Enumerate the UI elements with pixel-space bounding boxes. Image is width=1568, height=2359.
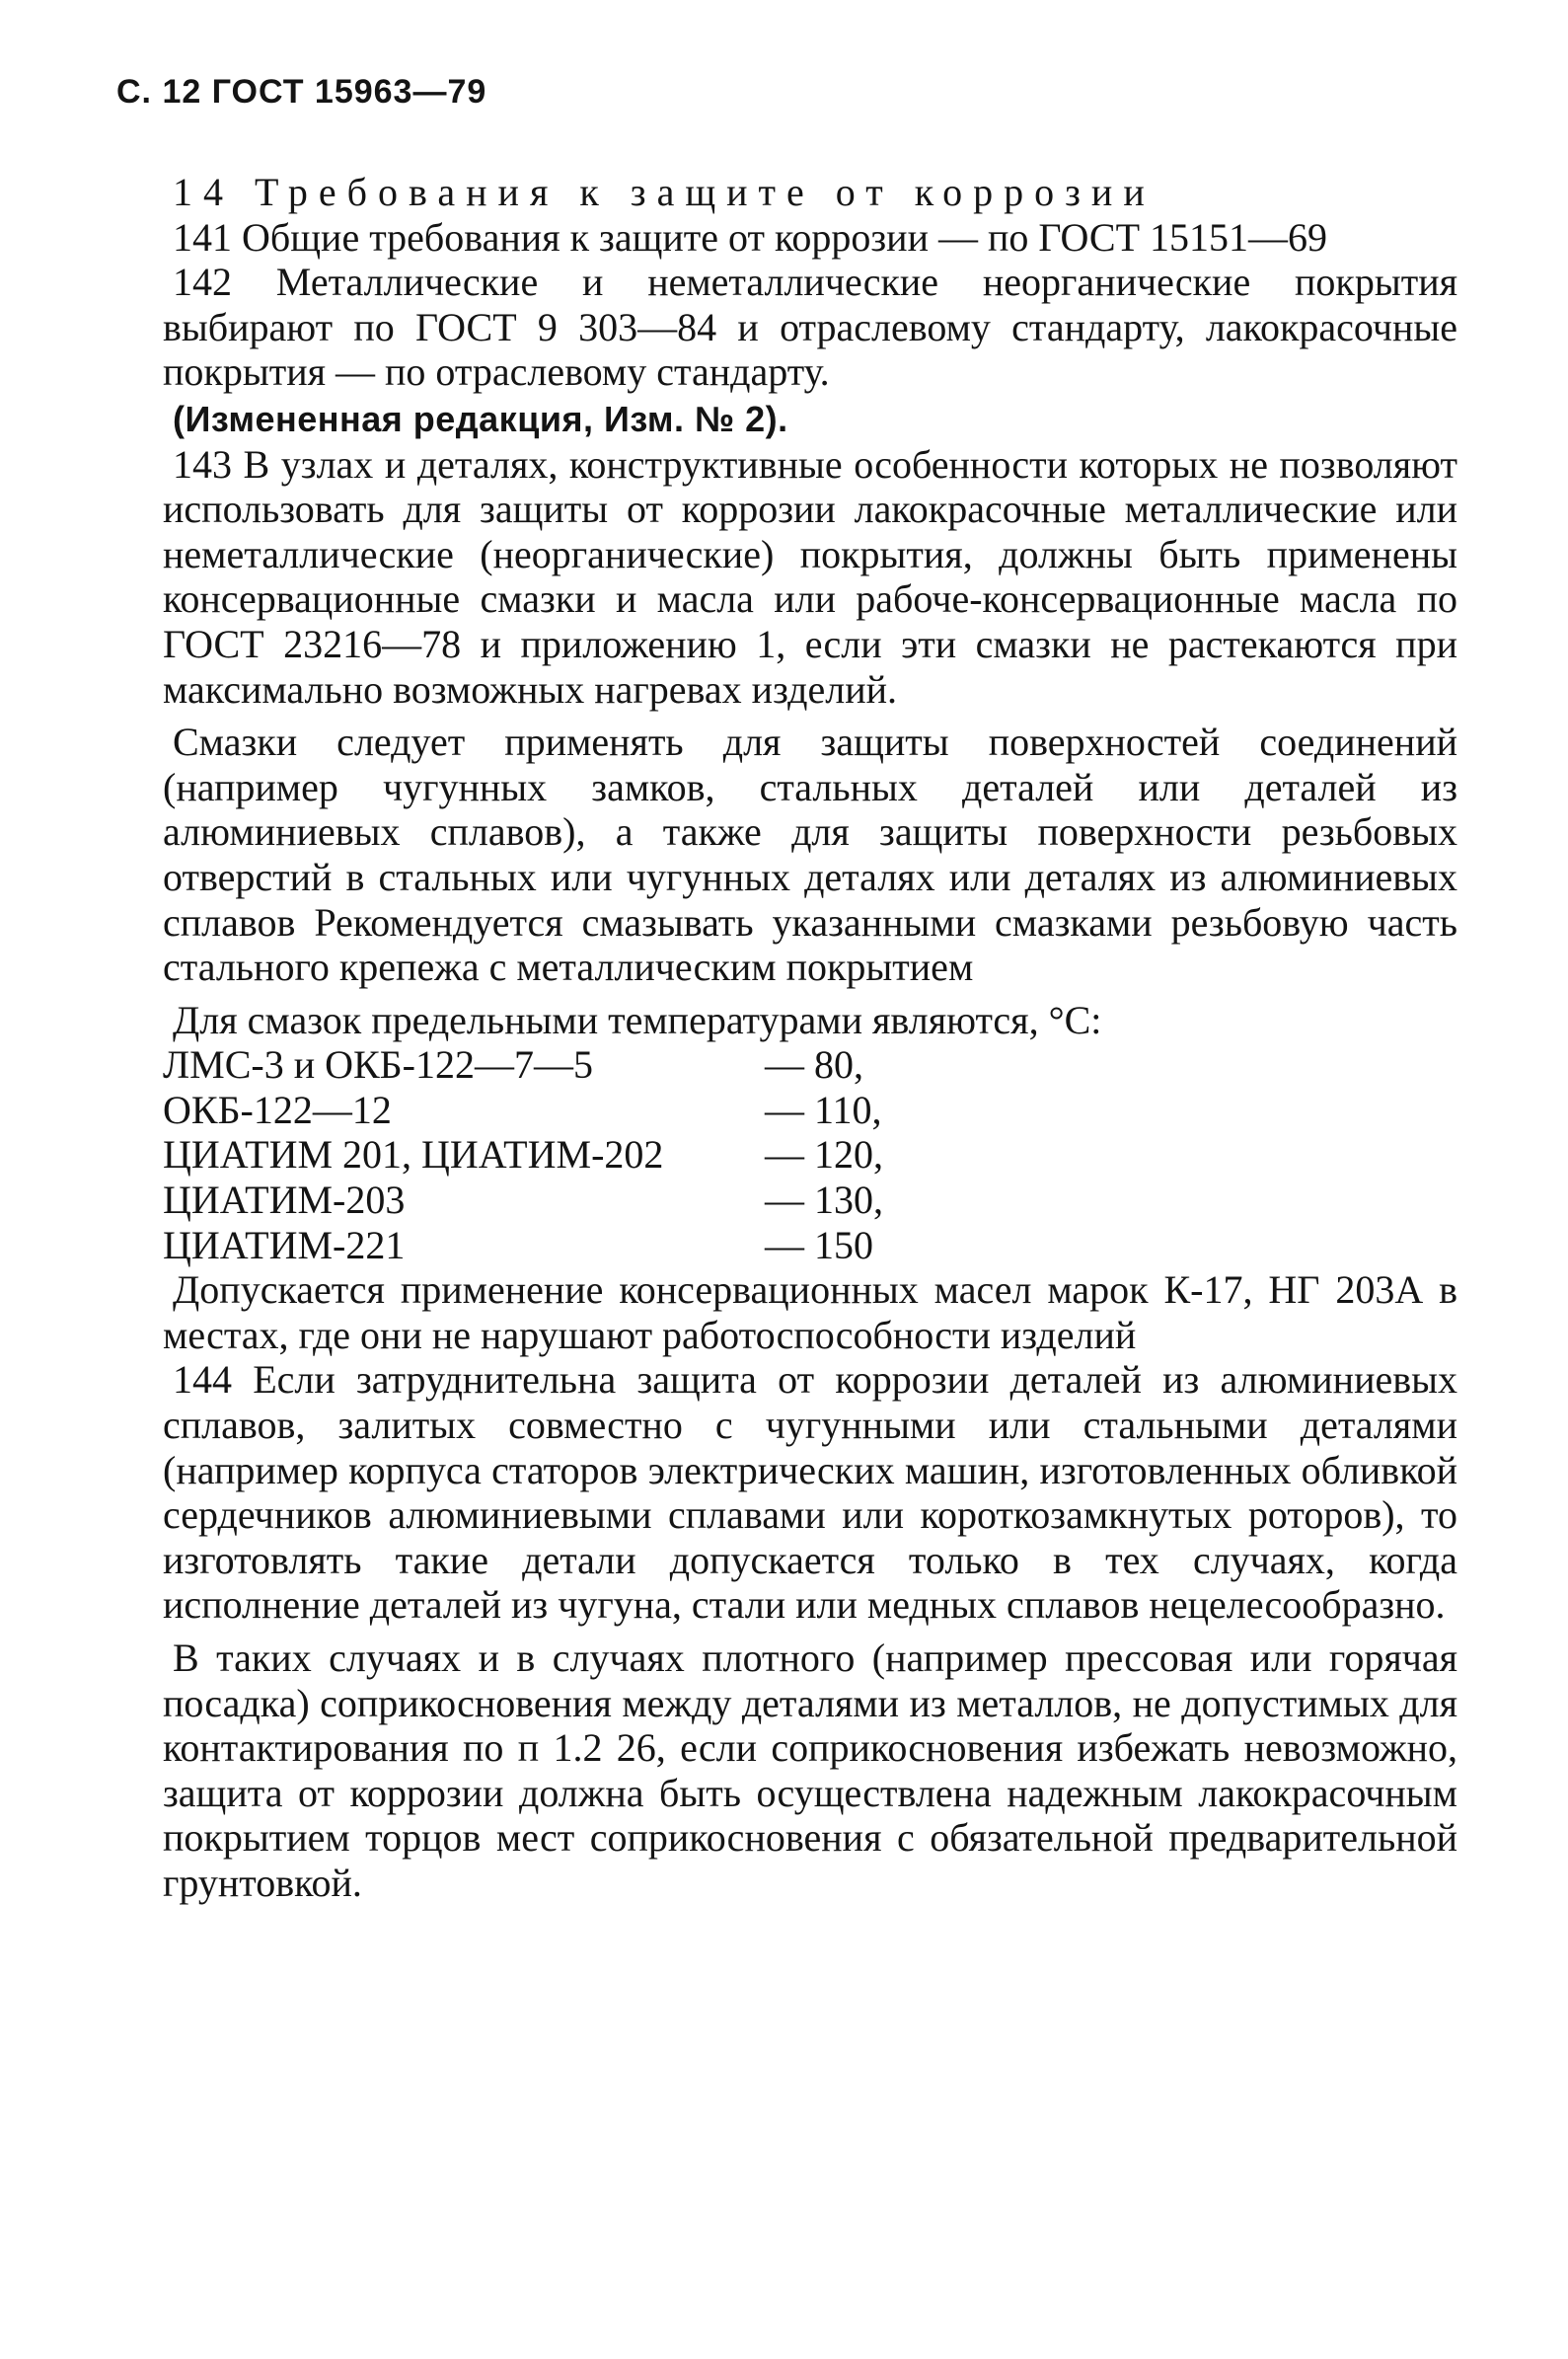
running-head: С. 12 ГОСТ 15963—79	[116, 73, 487, 111]
document-body	[163, 170, 1457, 1906]
clause-14-4: 144 Если затруднительна защита от коррозии деталей из алюминиевых сплавов, залитых совместно с чугунными или стальными деталями (например корпуса статоров электрических машин, изготовленных обливкой сердечников алюминиевыми сплавами или короткозамкнутых роторов), то изготовлять такие детали допускается только в тех случаях, когда исполнение деталей из чугуна, стали или медных сплавов нецелесообразно.	[163, 1357, 1457, 1628]
lubricant-name: ЛМС-3 и ОКБ-122—7—5	[163, 1042, 593, 1088]
lubricant-name: ОКБ-122—12	[163, 1087, 392, 1132]
clause-14-4-contact: В таких случаях и в случаях плотного (например прессовая или горячая посадка) соприкосновения между деталями из металлов, не допустимых для контактирования по п 1.2 26, если соприкосновения избежать невозможно, защита от коррозии должна быть осуществлена надежным лакокрасочным покрытием торцов мест соприкосновения с обязательной предварительной грунтовкой.	[163, 1636, 1457, 1905]
temperature-row	[163, 1132, 1457, 1178]
temperature-value: — 150	[765, 1222, 873, 1267]
section-title: 14 Требования к защите от коррозии	[173, 170, 1156, 214]
lubricant-name: ЦИАТИМ-221	[163, 1222, 406, 1267]
temperature-table	[163, 1042, 1457, 1267]
clause-14-1: 141 Общие требования к защите от коррозии — по ГОСТ 15151—69	[173, 214, 1328, 260]
temperature-intro: Для смазок предельными температурами являются, °С:	[173, 997, 1102, 1042]
temperature-row	[163, 1088, 1457, 1133]
lubricant-name: ЦИАТИМ-203	[163, 1178, 406, 1223]
temperature-row	[163, 1223, 1457, 1268]
temperature-row	[163, 1178, 1457, 1223]
temperature-value: — 110,	[765, 1087, 882, 1132]
lubricant-name: ЦИАТИМ 201, ЦИАТИМ-202	[163, 1132, 664, 1178]
temperature-row	[163, 1042, 1457, 1088]
clause-14-3-oils: Допускается применение консервационных масел марок К-17, НГ 203А в местах, где они не нарушают работоспособности изделий	[163, 1267, 1457, 1357]
amendment-note: (Измененная редакция, Изм. № 2).	[173, 398, 788, 439]
temperature-value: — 130,	[765, 1178, 883, 1223]
clause-14-3-lubricants: Смазки следует применять для защиты поверхностей соединений (например чугунных замков, стальных деталей или деталей из алюминиевых сплавов), а также для защиты поверхности резьбовых отверстий в стальных или чугунных деталях или деталях из алюминиевых сплавов Рекомендуется смазывать указанными смазками резьбовую часть стального крепежа с металлическим покрытием	[163, 720, 1457, 990]
temperature-value: — 120,	[765, 1132, 883, 1178]
clause-14-2: 142 Металлические и неметаллические неорганические покрытия выбирают по ГОСТ 9 303—84 и отраслевому стандарту, лакокрасочные покрытия — по отраслевому стандарту.	[163, 260, 1457, 395]
temperature-value: — 80,	[765, 1042, 863, 1088]
clause-14-3: 143 В узлах и деталях, конструктивные особенности которых не позволяют использовать для защиты от коррозии лакокрасочные металлические или неметаллические (неорганические) покрытия, должны быть применены консервационные смазки и масла или рабоче-консервационные масла по ГОСТ 23216—78 и приложению 1, если эти смазки не растекаются при максимально возможных нагревах изделий.	[163, 441, 1457, 712]
